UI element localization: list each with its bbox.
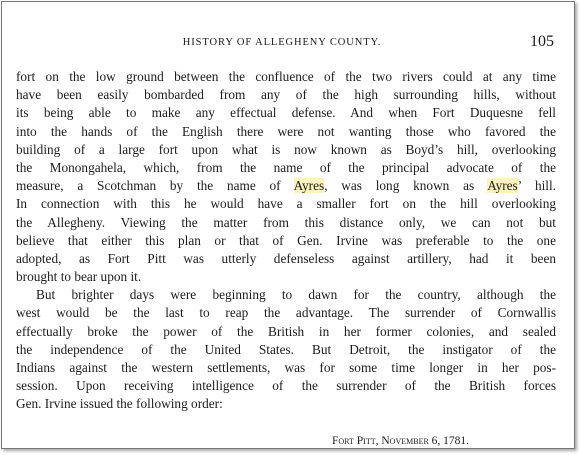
text-line: the independence of the United States. But Detroit, the instigator of the	[16, 341, 556, 357]
text-line: have been easily bombarded from any of the high surrounding hills, without	[16, 87, 556, 103]
dateline: Fort Pitt, November 6, 1781.	[332, 435, 470, 447]
text-line: into the hands of the English there were not wanting those who favored the	[16, 123, 556, 139]
text-line: building of a large fort upon what is now known as Boyd’s hill, overlooking	[16, 141, 556, 157]
text-line: believe that either this plan or that of Gen. Irvine was preferable to the one	[16, 232, 556, 248]
text-line: Indians against the western settlements, was for some time longer in her pos-	[16, 360, 556, 375]
text-line: In connection with this he would have a smaller fort on the hill overlooking	[16, 196, 556, 212]
text-segment: measure, a Scotchman by the name of	[16, 178, 294, 194]
text-line-highlighted	[16, 177, 556, 195]
highlighted-term: Ayres	[293, 178, 325, 194]
text-line: effectually broke the power of the British in her former colonies, and sealed	[16, 323, 556, 339]
text-line: west would be the last to reap the advantage. The surrender of Cornwallis	[16, 305, 556, 321]
body-text	[16, 68, 556, 414]
text-line: session. Upon receiving intelligence of the surrender of the British forces	[16, 378, 556, 394]
text-line: fort on the low ground between the confluence of the two rivers could at any time	[16, 69, 556, 84]
text-line: the Allegheny. Viewing the matter from this distance only, we can not but	[16, 214, 556, 230]
running-head: HISTORY OF ALLEGHENY COUNTY.	[182, 37, 382, 48]
text-line: its being able to make any effectual defense. And when Fort Duquesne fell	[16, 105, 556, 121]
page-number: 105	[530, 33, 554, 50]
highlighted-term: Ayres	[487, 178, 518, 194]
text-line: brought to bear upon it.	[16, 269, 142, 285]
page-header	[2, 32, 574, 52]
text-segment: ’ hill.	[517, 178, 556, 194]
page-frame	[1, 1, 575, 449]
text-line: adopted, as Fort Pitt was utterly defenseless against artillery, had it been	[16, 250, 556, 266]
text-line: Gen. Irvine issued the following order:	[16, 396, 223, 412]
text-line: the Monongahela, which, from the name of the principal advocate of the	[16, 159, 556, 175]
text-line: But brighter days were beginning to dawn for the country, although the	[36, 287, 556, 303]
text-segment: , was long known as	[324, 178, 488, 194]
